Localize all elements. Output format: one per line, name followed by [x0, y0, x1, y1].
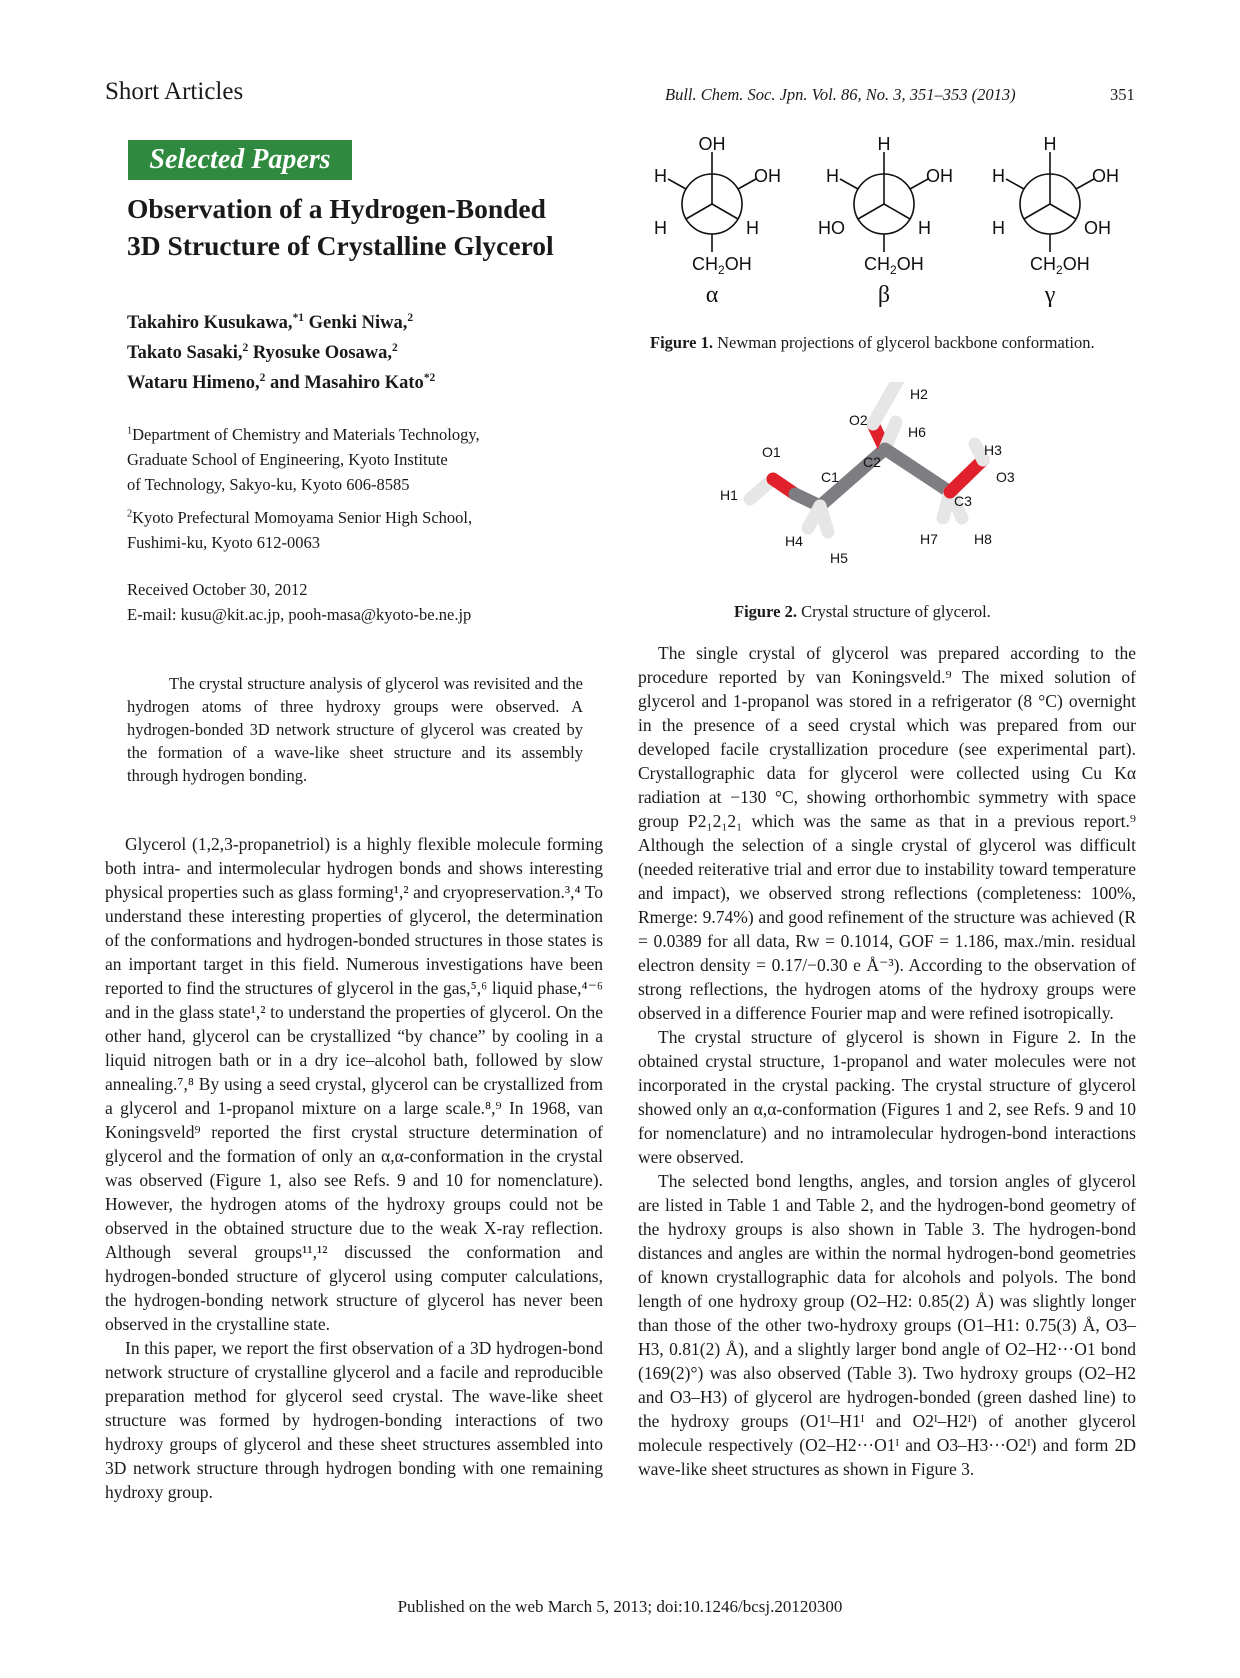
author-list	[127, 308, 607, 398]
title-line-2: 3D Structure of Crystalline Glycerol	[127, 230, 554, 261]
publication-footer: Published on the web March 5, 2013; doi:10.1246/bcsj.20120300	[397, 1597, 843, 1616]
newman-label: H	[654, 166, 667, 186]
received-date: Received October 30, 2012	[127, 580, 308, 599]
affiliation-2	[127, 505, 607, 555]
atom-label: H4	[785, 533, 803, 549]
affiliation-text: Graduate School of Engineering, Kyoto Institute	[127, 450, 448, 469]
body-paragraph: The single crystal of glycerol was prepared according to the procedure reported by van Koningsveld.⁹ The mixed solution of glycerol and 1-propanol was stored in a refrigerator (8 °C) overnight in the presence of a seed crystal which was prepared from our developed facile crystallization procedure (see experimental part). Crystallographic data for glycerol were collected using Cu Kα radiation at −130 °C, showing orthorhombic symmetry with space group P2₁2₁2₁ which was the same as that in a previous report.⁹ Although the selection of a single crystal of glycerol was difficult (needed reiterative trial and error due to instability toward temperature and impact), we observed strong reflections (completeness: 100%, Rmerge: 9.74%) and good refinement of the structure was achieved (R = 0.0389 for all data, Rw = 0.1014, GOF = 1.186, max./min. residual electron density = 0.17/−0.30 e Å⁻³). According to the observation of strong reflections, the hydrogen atoms of the hydroxy groups were observed in a difference Fourier map and were refined isotropically.	[638, 643, 1136, 1023]
newman-label: $CH_2OH$	[1030, 254, 1090, 277]
figure-label: Figure 1.	[650, 333, 713, 352]
newman-label: OH	[926, 166, 953, 186]
newman-label: $CH_2OH$	[864, 254, 924, 277]
newman-gamma	[1006, 152, 1094, 252]
newman-label: H	[1043, 134, 1057, 154]
email-line: E-mail: kusu@kit.ac.jp, pooh-masa@kyoto-be.ne.jp	[127, 605, 472, 624]
abstract: The crystal structure analysis of glycerol was revisited and the hydrogen atoms of three hydroxy groups were observed. A hydrogen-bonded 3D network structure of glycerol was created by the formation of a wave-like sheet structure and its assembly through hydrogen bonding.	[127, 674, 583, 785]
author-line-1	[127, 308, 607, 338]
author-line-3	[127, 368, 607, 398]
atom-label: H8	[974, 531, 992, 547]
greek-label: γ	[1044, 282, 1056, 308]
body-left-column	[105, 832, 603, 1504]
atom-label: C2	[863, 454, 881, 470]
author-mark: 2	[259, 371, 266, 384]
newman-label: OH	[1092, 166, 1119, 186]
selected-papers-badge: Selected Papers	[128, 140, 352, 180]
author-name: Genki Niwa,	[304, 313, 408, 333]
atom-label: C3	[954, 493, 972, 509]
author-mark: 2	[407, 311, 414, 324]
atom-label: H6	[908, 424, 926, 440]
figure-1-newman-projections	[640, 132, 1140, 312]
affiliation-mark: 2	[127, 508, 133, 520]
caption-text: Newman projections of glycerol backbone conformation.	[717, 333, 1095, 352]
author-name: Wataru Himeno,	[127, 373, 260, 393]
front-bond	[884, 204, 910, 219]
bond-o3-h3	[975, 444, 983, 460]
newman-label: H	[877, 134, 891, 154]
body-paragraph: In this paper, we report the first observation of a 3D hydrogen-bond network structure of crystalline glycerol and a facile and reproducible preparation method for glycerol seed crystal. The wave-like sheet structure was formed by hydrogen-bonding interactions of two hydroxy groups of glycerol and these sheet structures assembled into 3D network structure through hydrogen bonding with one remaining hydroxy group.	[105, 1338, 603, 1502]
newman-label: OH	[698, 134, 726, 154]
atom-label: H7	[920, 531, 938, 547]
newman-label: HO	[818, 218, 845, 238]
atom-label: H5	[830, 550, 848, 566]
front-bond	[1024, 204, 1050, 219]
author-name: Ryosuke Oosawa,	[248, 343, 393, 363]
body-right-column	[638, 641, 1136, 1481]
atom-label: O2	[849, 412, 868, 428]
newman-label: H	[992, 166, 1005, 186]
author-mark: *2	[423, 371, 436, 384]
newman-beta	[840, 152, 928, 252]
author-mark: 2	[392, 341, 398, 354]
bond-c3-o3	[950, 460, 983, 492]
atom-label: H3	[984, 442, 1002, 458]
newman-label: H	[918, 218, 931, 238]
greek-label: α	[705, 282, 719, 308]
atom-label: H2	[910, 386, 928, 402]
newman-label: H	[654, 218, 667, 238]
affiliation-text: of Technology, Sakyo-ku, Kyoto 606-8585	[127, 475, 410, 494]
affiliation-1	[127, 422, 607, 497]
atom-label: H1	[720, 487, 738, 503]
body-paragraph: The selected bond lengths, angles, and torsion angles of glycerol are listed in Table 1 and Table 2, and the hydrogen-bond geometry of the hydroxy groups is also shown in Table 3. The hydrogen-bond distances and angles are within the normal hydrogen-bond geometries of known crystallographic data for alcohols and polyols. The bond length of one hydroxy group (O2–H2: 0.85(2) Å) was slightly longer than those of the other two-hydroxy groups (O1–H1: 0.75(3) Å, O3–H3, 0.81(2) Å), and a slightly larger bond angle of O2–H2···O1 bond (169(2)°) was also observed (Table 3). Two hydroxy groups (O2–H2 and O3–H3) of glycerol are hydrogen-bonded (green dashed line) to the hydroxy groups (O1ᴵ–H1ᴵ and O2ᴵ–H2ᴵ) of another glycerol molecule respectively (O2–H2···O1ᴵ and O3–H3···O2ᴵ) and form 2D wave-like sheet structures as shown in Figure 3.	[638, 1171, 1136, 1479]
body-paragraph: The crystal structure of glycerol is shown in Figure 2. In the obtained crystal structure, 1-propanol and water molecules were not incorporated in the crystal packing. The crystal structure of glycerol showed only an α,α-conformation (Figures 1 and 2, see Refs. 9 and 10 for nomenclature) and no intramolecular hydrogen-bond interactions were observed.	[638, 1027, 1136, 1167]
newman-label: $CH_2OH$	[692, 254, 752, 277]
front-bond	[858, 204, 884, 219]
figure-2-crystal-structure	[700, 382, 1080, 592]
back-bond	[668, 179, 686, 189]
front-bond	[1050, 204, 1076, 219]
figure-1-caption	[650, 331, 1120, 354]
newman-alpha	[668, 152, 756, 252]
affiliation-text: Fushimi-ku, Kyoto 612-0063	[127, 533, 320, 552]
figure-2-caption	[734, 600, 1134, 623]
title-line-1: Observation of a Hydrogen-Bonded	[127, 193, 546, 224]
newman-label: H	[992, 218, 1005, 238]
front-bond	[712, 204, 738, 219]
newman-label: OH	[754, 166, 781, 186]
author-name: Takahiro Kusukawa,	[127, 313, 293, 333]
atom-label: O1	[762, 444, 781, 460]
caption-text: Crystal structure of glycerol.	[801, 602, 991, 621]
affiliation-text: Kyoto Prefectural Momoyama Senior High School,	[132, 508, 473, 527]
author-name: and Masahiro Kato	[265, 373, 424, 393]
newman-label: H	[746, 218, 759, 238]
atom-label: C1	[821, 469, 839, 485]
newman-label: H	[826, 166, 839, 186]
back-bond	[840, 179, 858, 189]
greek-label: β	[877, 282, 891, 308]
atom-label: O3	[996, 469, 1015, 485]
affiliation-mark: 1	[127, 425, 133, 437]
author-line-2	[127, 338, 607, 368]
section-heading: Short Articles	[105, 78, 244, 105]
page-number: 351	[1110, 85, 1135, 104]
author-mark: *1	[292, 311, 305, 324]
front-bond	[686, 204, 712, 219]
author-name: Takato Sasaki,	[127, 343, 243, 363]
journal-citation: Bull. Chem. Soc. Jpn. Vol. 86, No. 3, 351–353 (2013)	[665, 85, 1016, 104]
author-mark: 2	[242, 341, 249, 354]
back-bond	[1006, 179, 1024, 189]
bond-c1-h5	[820, 506, 828, 532]
newman-label: OH	[1084, 218, 1111, 238]
article-title	[127, 190, 607, 264]
affiliation-text: Department of Chemistry and Materials Technology,	[132, 425, 480, 444]
body-paragraph: Glycerol (1,2,3-propanetriol) is a highly flexible molecule forming both intra- and intermolecular hydrogen bonds and shows interesting physical properties such as glass forming¹,² and cryopreservation.³,⁴ To understand these interesting properties of glycerol, the determination of the conformations and hydrogen-bonded structures in those states is an important target in this field. Numerous investigations have been reported to find the structures of glycerol in the gas,⁵,⁶ liquid phase,⁴⁻⁶ and in the glass state¹,² to understand the properties of glycerol. On the other hand, glycerol can be crystallized “by chance” by cooling in a liquid nitrogen bath or in a dry ice–alcohol bath, followed by slow annealing.⁷,⁸ By using a seed crystal, glycerol can be crystallized from a glycerol and 1-propanol mixture on a large scale.⁸,⁹ In 1968, van Koningsveld⁹ reported the first crystal structure determination of glycerol and the formation of only an α,α-conformation in the crystal was observed (Figure 1, also see Refs. 9 and 10 for nomenclature). However, the hydrogen atoms of the hydroxy groups could not be observed in the obtained structure due to the weak X-ray reflection. Although several groups¹¹,¹² discussed the conformation and hydrogen-bonded structure of glycerol using computer calculations, the hydrogen-bonding network structure of glycerol has never been observed in the crystalline state.	[105, 834, 603, 1334]
received-info	[127, 577, 607, 627]
figure-label: Figure 2.	[734, 602, 797, 621]
bond-c2-c3	[885, 449, 950, 492]
